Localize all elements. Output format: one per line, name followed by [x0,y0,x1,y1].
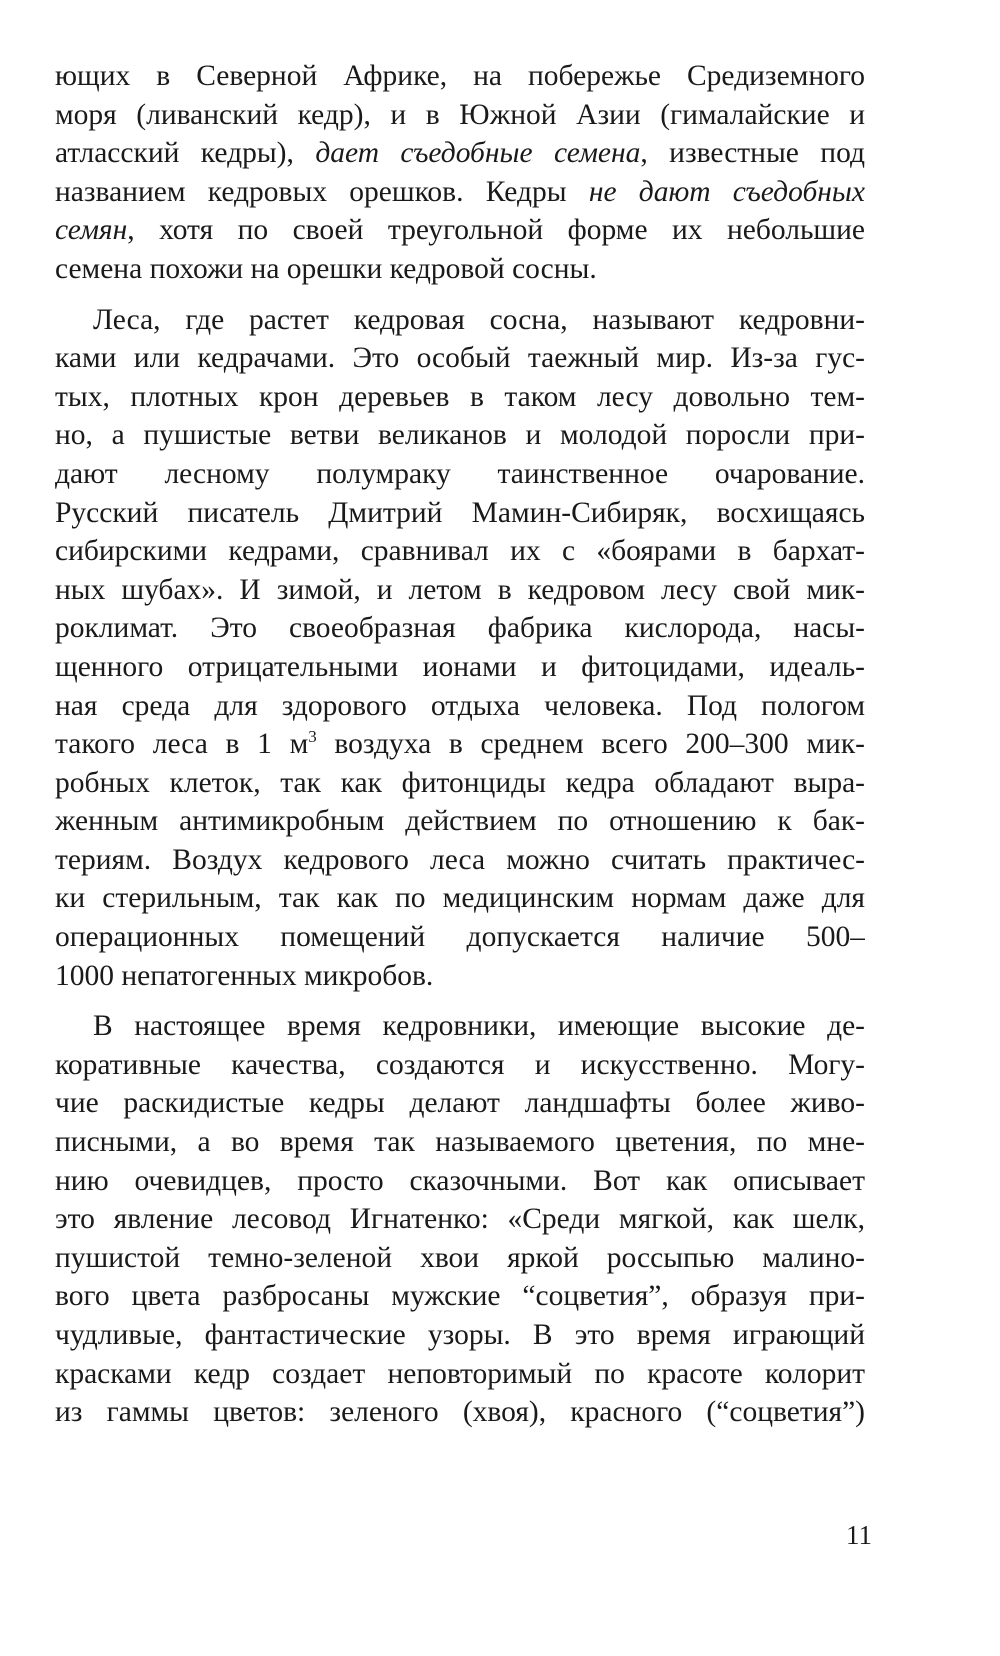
text-line: щенного отрицательными ионами и фитоцидами, идеаль- [55,650,865,683]
italic-text: не дают съедобных [588,175,865,208]
text-line: дают лесному полумраку таинственное очарование. [55,457,865,490]
text-line: ных шубах». И зимой, и летом в кедровом лесу свой мик- [55,573,865,606]
text-run: атласский кедры), [55,137,294,170]
text-line: В настоящее время кедровники, имеющие высокие де- [93,1010,865,1043]
text-line: женным антимикробным действием по отношению к бак- [55,805,865,838]
text-line: сибирскими кедрами, сравнивал их с «боярами в бархат- [55,535,865,568]
italic-text: дает съедобные семена [315,137,641,170]
text-run: такого леса в 1 м [55,728,309,761]
text-run: воздуха в среднем всего 200–300 мик- [316,728,865,761]
text-line: чие раскидистые кедры делают ландшафты более живо- [55,1087,865,1120]
text-line: семена похожи на орешки кедровой сосны. [55,252,597,285]
superscript: 3 [308,727,317,747]
italic-text: семян [55,214,128,247]
paragraph-1 [55,57,865,289]
text-line: Леса, где растет кедровая сосна, называют кедровни- [93,303,865,336]
text-line: ная среда для здорового отдыха человека. Под пологом [55,689,865,722]
page-text [55,57,865,1432]
text-line: тых, плотных крон деревьев в таком лесу довольно тем- [55,380,865,413]
text-line: моря (ливанский кедр), и в Южной Азии (гималайские и [55,98,865,131]
text-run: , известные под [640,137,865,170]
text-line: ками или кедрачами. Это особый таежный мир. Из-за гус- [55,342,865,375]
text-line: 1000 непатогенных микробов. [55,959,434,992]
text-line: но, а пушистые ветви великанов и молодой поросли при- [55,419,865,452]
text-line [55,725,865,764]
text-line: робных клеток, так как фитонциды кедра обладают выра- [55,766,865,799]
text-line: из гаммы цветов: зеленого (хвоя), красного (“соцветия”) [55,1396,865,1429]
text-line [55,211,865,250]
text-line [55,173,865,212]
text-line: нию очевидцев, просто сказочными. Вот как описывает [55,1164,865,1197]
paragraph-2 [55,301,865,996]
page-number: 11 [846,1520,872,1550]
text-line [55,134,865,173]
text-line: вого цвета разбросаны мужские “соцветия”, образуя при- [55,1280,865,1313]
text-line: чудливые, фантастические узоры. В это время играющий [55,1319,865,1351]
text-line: Русский писатель Дмитрий Мамин-Сибиряк, восхищаясь [55,496,865,529]
text-line: ющих в Северной Африке, на побережье Средиземного [55,60,865,92]
text-line: роклимат. Это своеобразная фабрика кислорода, насы- [55,612,865,645]
text-run: названием кедровых орешков. Кедры [55,175,567,208]
text-line: это явление лесовод Игнатенко: «Среди мягкой, как шелк, [55,1203,865,1236]
text-line: териям. Воздух кедрового леса можно считать практичес- [55,843,865,876]
paragraph-3 [55,1007,865,1432]
text-run: , хотя по своей треугольной форме их небольшие [127,214,865,247]
text-line: красками кедр создает неповторимый по красоте колорит [55,1357,865,1390]
text-line: коративные качества, создаются и искусственно. Могу- [55,1048,865,1081]
text-line: ки стерильным, так как по медицинским нормам даже для [55,882,865,915]
text-line: пушистой темно-зеленой хвои яркой россыпью малино- [55,1241,865,1274]
text-line: операционных помещений допускается наличие 500– [55,921,865,954]
text-line: писными, а во время так называемого цветения, по мне- [55,1126,865,1159]
